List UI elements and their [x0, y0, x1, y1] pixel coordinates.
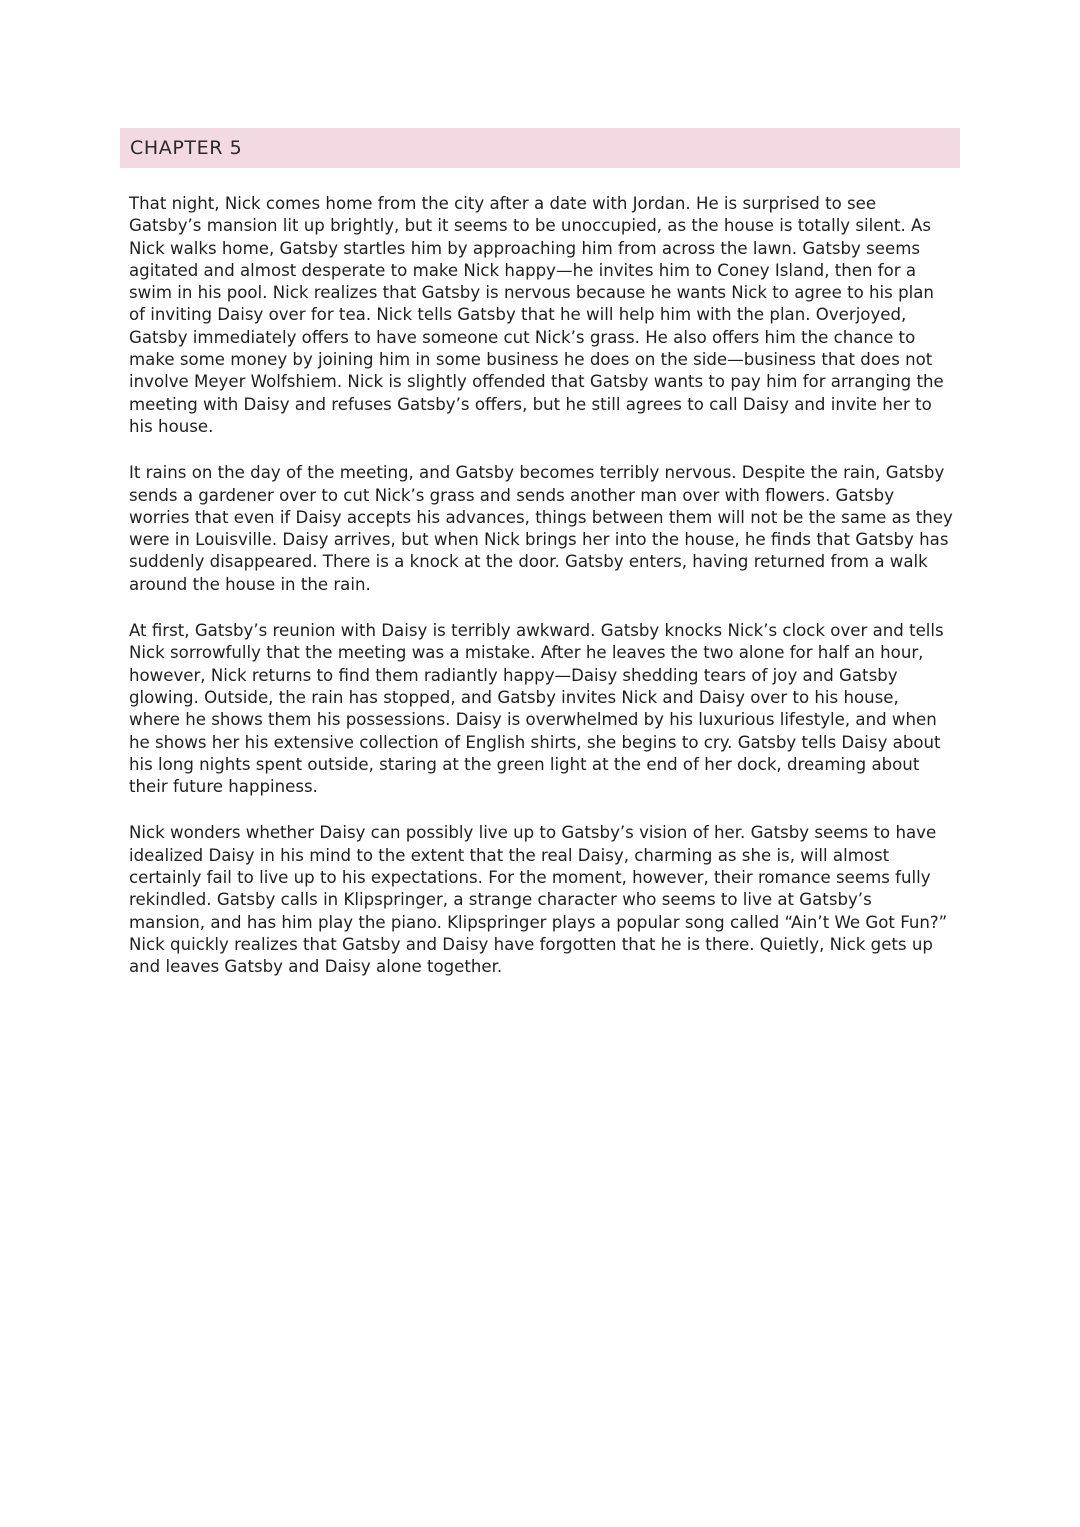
paragraph-4: Nick wonders whether Daisy can possibly live up to Gatsby’s vision of her. Gatsby seems to have idealized Daisy in his mind to the extent that the real Daisy, charming as she is, will almost certainly fail to live up to his expectations. For the moment, however, their romance seems fully rekindled. Gatsby calls in Klipspringer, a strange character who seems to live at Gatsby’s mansion, and has him play the piano. Klipspringer plays a popular song called “Ain’t We Got Fun?” Nick quickly realizes that Gatsby and Daisy have forgotten that he is there. Quietly, Nick gets up and leaves Gatsby and Daisy alone together.	[129, 823, 948, 977]
paragraph-2: It rains on the day of the meeting, and Gatsby becomes terribly nervous. Despite the rain, Gatsby sends a gardener over to cut Nick’s grass and sends another man over with flowers. Gatsby worries that even if Daisy accepts his advances, things between them will not be the same as they were in Louisville. Daisy arrives, but when Nick brings her into the house, he finds that Gatsby has suddenly disappeared. There is a knock at the door. Gatsby enters, having returned from a walk around the house in the rain.	[129, 463, 953, 594]
chapter-body	[129, 193, 953, 1003]
paragraph-3: At first, Gatsby’s reunion with Daisy is terribly awkward. Gatsby knocks Nick’s clock over and tells Nick sorrowfully that the meeting was a mistake. After he leaves the two alone for half an hour, however, Nick returns to find them radiantly happy—Daisy shedding tears of joy and Gatsby glowing. Outside, the rain has stopped, and Gatsby invites Nick and Daisy over to his house, where he shows them his possessions. Daisy is overwhelmed by his luxurious lifestyle, and when he shows her his extensive collection of English shirts, she begins to cry. Gatsby tells Daisy about his long nights spent outside, staring at the green light at the end of her dock, dreaming about their future happiness.	[129, 621, 944, 797]
chapter-header-band	[120, 128, 960, 168]
paragraph-1: That night, Nick comes home from the city after a date with Jordan. He is surprised to see Gatsby’s mansion lit up brightly, but it seems to be unoccupied, as the house is totally silent. As Nick walks home, Gatsby startles him by approaching him from across the lawn. Gatsby seems agitated and almost desperate to make Nick happy—he invites him to Coney Island, then for a swim in his pool. Nick realizes that Gatsby is nervous because he wants Nick to agree to his plan of inviting Daisy over for tea. Nick tells Gatsby that he will help him with the plan. Overjoyed, Gatsby immediately offers to have someone cut Nick’s grass. He also offers him the chance to make some money by joining him in some business he does on the side—business that does not involve Meyer Wolfshiem. Nick is slightly offended that Gatsby wants to pay him for arranging the meeting with Daisy and refuses Gatsby’s offers, but he still agrees to call Daisy and invite her to his house.	[129, 194, 944, 436]
chapter-title: CHAPTER 5	[130, 137, 243, 159]
